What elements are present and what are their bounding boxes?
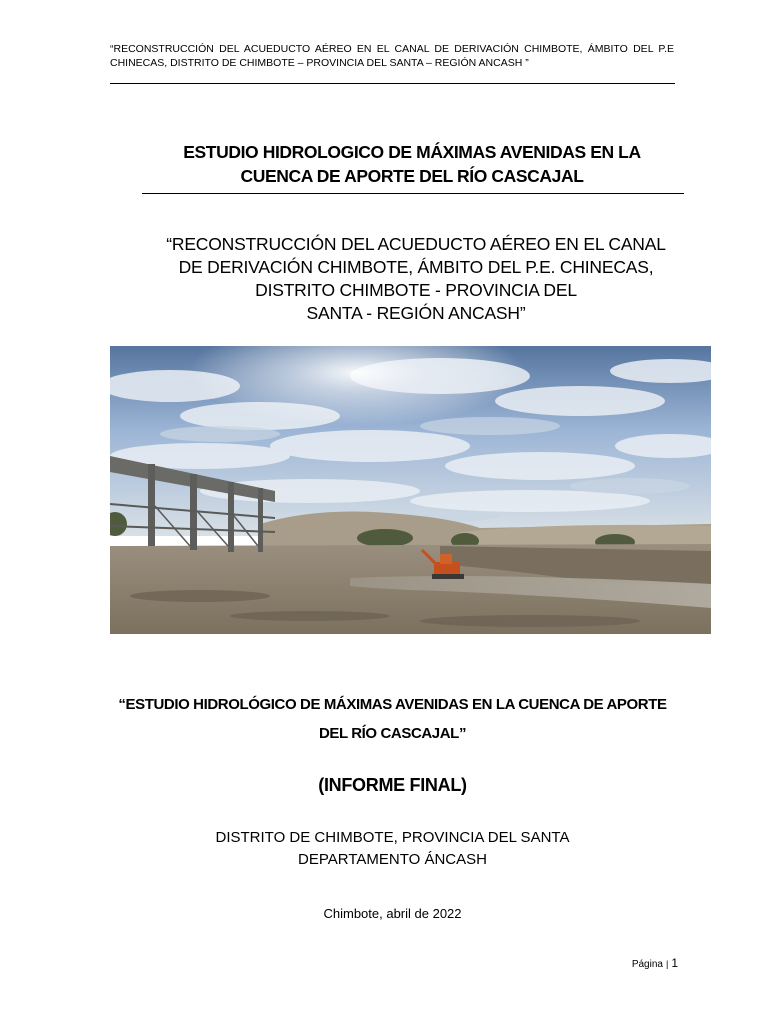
title-divider (142, 193, 684, 194)
main-title (140, 140, 684, 188)
project-name-line-4: SANTA - REGIÓN ANCASH” (306, 303, 526, 323)
study-title-line-1: “ESTUDIO HIDROLÓGICO DE MÁXIMAS AVENIDAS EN LA CUENCA DE APORTE (118, 696, 667, 713)
aqueduct-landscape-image (110, 346, 711, 634)
header-divider (110, 83, 675, 84)
running-header: “RECONSTRUCCIÓN DEL ACUEDUCTO AÉREO EN EL CANAL DE DERIVACIÓN CHIMBOTE, ÁMBITO DEL P.E CHINECAS, DISTRITO DE CHIMBOTE – PROVINCIA DEL SANTA – REGIÓN ANCASH ” (110, 43, 674, 69)
report-type: (INFORME FINAL) (318, 775, 467, 795)
study-title-line-2: DEL RÍO CASCAJAL” (318, 725, 467, 742)
location-line-2: DEPARTAMENTO ÁNCASH (298, 851, 487, 868)
project-name-line-2: DE DERIVACIÓN CHIMBOTE, ÁMBITO DEL P.E. CHINECAS, (178, 257, 654, 277)
location (110, 827, 675, 871)
cover-photo (110, 346, 711, 634)
main-title-line-1: ESTUDIO HIDROLOGICO DE MÁXIMAS AVENIDAS EN LA (183, 142, 641, 162)
study-title (110, 690, 675, 748)
date-line: Chimbote, abril de 2022 (323, 906, 462, 921)
page-label: Página (631, 959, 663, 970)
project-name (110, 233, 722, 325)
project-name-line-1: “RECONSTRUCCIÓN DEL ACUEDUCTO AÉREO EN EL CANAL (166, 234, 666, 254)
main-title-line-2: CUENCA DE APORTE DEL RÍO CASCAJAL (240, 166, 584, 186)
page-number: 1 (671, 956, 678, 970)
page-separator: | (665, 959, 669, 969)
page-footer (632, 955, 678, 973)
project-name-line-3: DISTRITO CHIMBOTE - PROVINCIA DEL (255, 280, 577, 300)
location-line-1: DISTRITO DE CHIMBOTE, PROVINCIA DEL SANTA (215, 829, 570, 846)
